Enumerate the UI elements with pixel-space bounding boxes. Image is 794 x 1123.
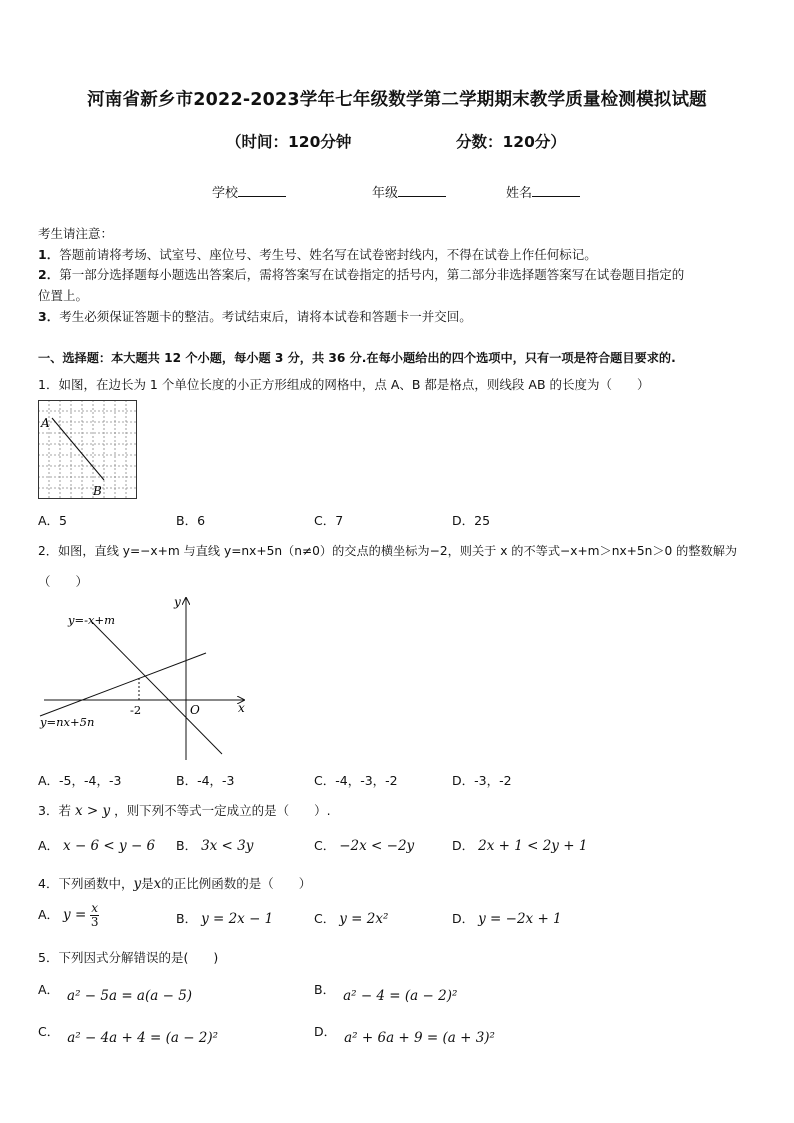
q3-option-d-letter: D． xyxy=(452,838,475,853)
school-blank xyxy=(238,184,286,197)
q5-option-d[interactable] xyxy=(314,1022,495,1046)
q3-pre: 3．若 xyxy=(38,803,71,818)
q3-post: ，则下列不等式一定成立的是（ ）. xyxy=(114,803,331,818)
q1-option-c[interactable]: C．7 xyxy=(314,513,344,528)
q3-option-a-expr: x − 6 < y − 6 xyxy=(63,838,156,854)
exam-time: （时间：120分钟 xyxy=(226,133,352,151)
q2-y-label: y xyxy=(174,595,181,609)
q4-option-b-expr: y = 2x − 1 xyxy=(201,911,274,927)
q4-option-a-fraction xyxy=(90,902,99,929)
q4-option-c-letter: C． xyxy=(314,911,336,926)
grade-field xyxy=(372,182,446,201)
q3-option-d-expr: 2x + 1 < 2y + 1 xyxy=(478,838,588,854)
q3-option-a[interactable] xyxy=(38,836,155,854)
q5-stem: 5．下列因式分解错误的是( ) xyxy=(38,950,219,965)
note-item-2 xyxy=(38,265,684,283)
notes-heading: 考生请注意： xyxy=(38,226,114,241)
q3-stem xyxy=(38,801,331,819)
q4-post: 的正比例函数的是（ ） xyxy=(161,876,312,891)
q4-option-a-lhs: y = xyxy=(63,907,87,923)
name-field xyxy=(506,182,580,201)
note-num-2: 2． xyxy=(38,267,60,282)
q1-grid-lines xyxy=(38,400,137,499)
q2-option-a[interactable]: A．-5，-4，-3 xyxy=(38,773,122,788)
q4-option-a[interactable] xyxy=(38,902,99,929)
school-label: 学校 xyxy=(212,186,239,201)
q3-option-c-letter: C． xyxy=(314,838,336,853)
q1-option-a[interactable]: A．5 xyxy=(38,513,68,528)
q5-option-b-expr: a² − 4 = (a − 2)² xyxy=(343,988,458,1004)
q4-option-b[interactable] xyxy=(176,909,273,927)
q2-stem: 2．如图，直线 y=−x+m 与直线 y=nx+5n（n≠0）的交点的横坐标为−2，则关于 x 的不等式−x+m＞nx+5n＞0 的整数解为 xyxy=(38,544,738,558)
q2-graph-figure xyxy=(38,592,250,764)
q2-x-label: x xyxy=(238,701,245,715)
note-text-1: 答题前请将考场、试室号、座位号、考生号、姓名写在试卷密封线内，不得在试卷上作任何标记。 xyxy=(59,247,597,262)
q3-option-b-letter: B． xyxy=(176,838,198,853)
name-label: 姓名 xyxy=(506,186,533,201)
q3-option-c[interactable] xyxy=(314,836,414,854)
q3-option-c-expr: −2x < −2y xyxy=(339,838,415,854)
note-item-3 xyxy=(38,307,472,325)
q4-option-a-denominator: 3 xyxy=(90,915,99,929)
note-text-2b: 位置上。 xyxy=(38,288,89,303)
school-field xyxy=(212,182,286,201)
q1-option-b[interactable]: B．6 xyxy=(176,513,206,528)
q1-grid-figure xyxy=(38,400,138,500)
q4-option-b-letter: B． xyxy=(176,911,198,926)
q4-var-x: x xyxy=(153,876,162,892)
grade-blank xyxy=(398,184,446,197)
q5-option-d-letter: D． xyxy=(314,1024,337,1039)
q5-option-a[interactable] xyxy=(38,980,193,1004)
q3-option-d[interactable] xyxy=(452,836,587,854)
q5-option-a-letter: A． xyxy=(38,982,60,997)
section1-heading: 一、选择题：本大题共 12 个小题，每小题 3 分，共 36 分.在每小题给出的四个选项中，只有一项是符合题目要求的. xyxy=(38,351,676,365)
note-text-3: 考生必须保证答题卡的整洁。考试结束后，请将本试卷和答题卡一并交回。 xyxy=(59,309,472,324)
q2-option-b[interactable]: B．-4，-3 xyxy=(176,773,235,788)
note-item-1 xyxy=(38,245,597,263)
q1-option-d[interactable]: D．25 xyxy=(452,513,491,528)
q5-option-c-expr: a² − 4a + 4 = (a − 2)² xyxy=(67,1030,219,1046)
q1-label-b: B xyxy=(93,484,102,498)
note-text-2: 第一部分选择题每小题选出答案后，需将答案写在试卷指定的括号内，第二部分非选择题答案写在试卷题目指定的 xyxy=(59,267,685,282)
q4-option-a-numerator: x xyxy=(91,901,99,915)
q4-stem xyxy=(38,874,311,892)
q2-origin-label: O xyxy=(190,703,200,717)
q3-condition: x > y xyxy=(74,803,111,819)
grade-label: 年级 xyxy=(372,186,399,201)
q4-option-d-letter: D． xyxy=(452,911,475,926)
q4-option-c[interactable] xyxy=(314,909,388,927)
q3-option-b-expr: 3x < 3y xyxy=(201,838,254,854)
q1-grid-border xyxy=(39,401,137,499)
q5-option-c-letter: C． xyxy=(38,1024,60,1039)
q4-option-a-letter: A． xyxy=(38,907,60,922)
note-num-3: 3． xyxy=(38,309,60,324)
q2-line-2-label: y=nx+5n xyxy=(40,715,95,729)
q2-stem-paren: （ ） xyxy=(38,574,89,589)
q2-option-d[interactable]: D．-3，-2 xyxy=(452,773,512,788)
exam-score: 分数：120分） xyxy=(456,133,566,151)
q4-mid: 是 xyxy=(141,876,154,891)
q5-option-b-letter: B． xyxy=(314,982,336,997)
q4-pre: 4．下列函数中， xyxy=(38,876,134,891)
q2-option-c[interactable]: C．-4，-3，-2 xyxy=(314,773,398,788)
q4-option-d-expr: y = −2x + 1 xyxy=(478,911,562,927)
q2-line-1-label: y=-x+m xyxy=(68,613,116,627)
q3-option-b[interactable] xyxy=(176,836,253,854)
q5-option-c[interactable] xyxy=(38,1022,219,1046)
note-num-1: 1． xyxy=(38,247,60,262)
q4-option-c-expr: y = 2x² xyxy=(339,911,389,927)
q1-stem: 1．如图，在边长为 1 个单位长度的小正方形组成的网格中，点 A、B 都是格点，则线段 AB 的长度为（ ） xyxy=(38,377,650,392)
q4-option-d[interactable] xyxy=(452,909,562,927)
note-item-2-cont xyxy=(38,286,88,304)
name-blank xyxy=(532,184,580,197)
q2-line-2 xyxy=(40,653,206,716)
q2-line-1 xyxy=(92,622,222,754)
q5-option-d-expr: a² + 6a + 9 = (a + 3)² xyxy=(344,1030,495,1046)
q5-option-b[interactable] xyxy=(314,980,458,1004)
q2-tick-label: -2 xyxy=(130,703,142,717)
q5-option-a-expr: a² − 5a = a(a − 5) xyxy=(67,988,193,1004)
q4-var-y: y xyxy=(133,876,142,892)
exam-title: 河南省新乡市2022-2023学年七年级数学第二学期期末教学质量检测模拟试题 xyxy=(87,90,707,110)
q1-label-a: A xyxy=(41,416,50,430)
q3-option-a-letter: A． xyxy=(38,838,60,853)
